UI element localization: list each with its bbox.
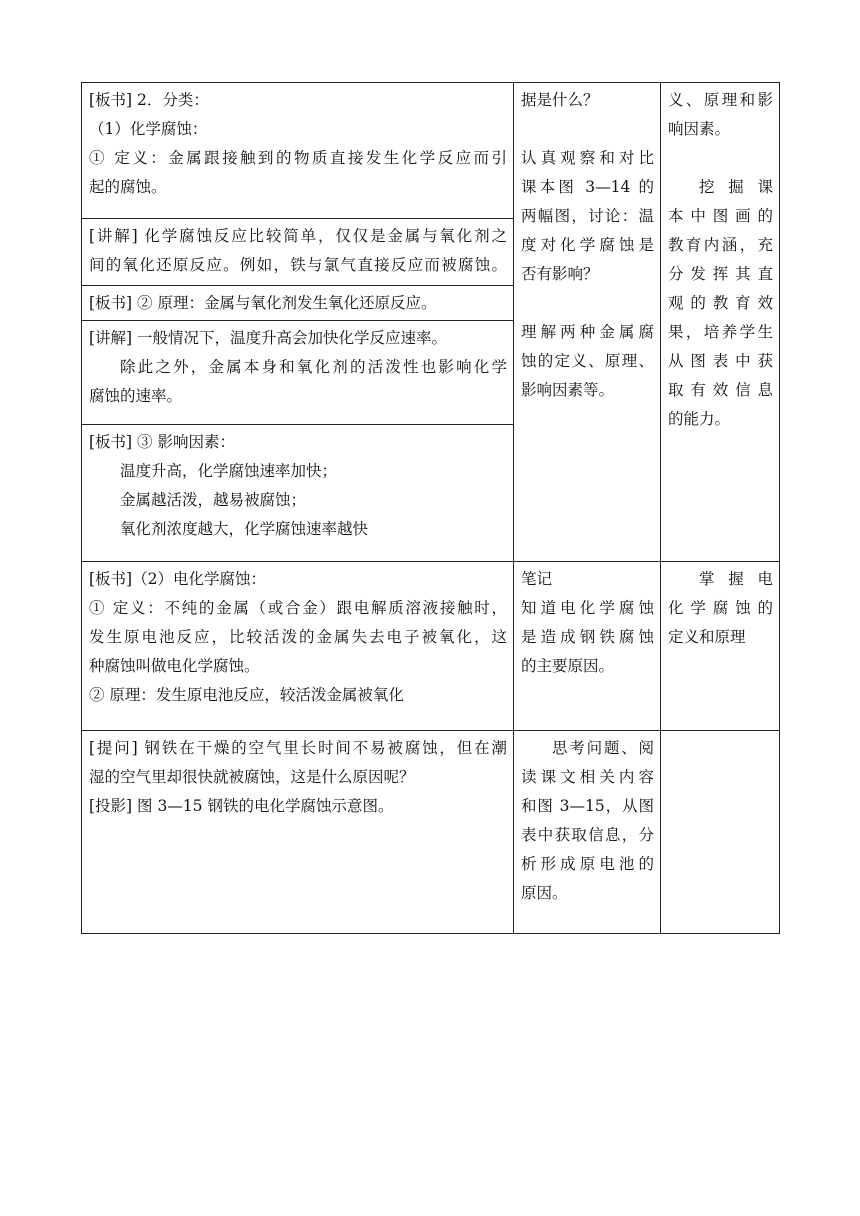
student-line: 和图 3—15，从图 [521, 797, 654, 815]
student-line: 否有影响？ [521, 265, 599, 283]
intent-line: 分 发 挥 其 直 [668, 265, 773, 283]
student-line: 的主要原因。 [521, 657, 615, 675]
student-line: 是造成钢铁腐蚀 [521, 628, 654, 646]
intent-line: 化 学 腐 蚀 的 [668, 599, 773, 617]
student-line: 析形成原电池的 [521, 855, 654, 873]
student-line: 理解两种金属腐 [521, 323, 654, 341]
student-line: 原因。 [521, 884, 568, 902]
teacher-cell [82, 219, 514, 286]
teacher-cell [82, 321, 514, 425]
student-cell [514, 731, 661, 934]
teacher-cell [82, 731, 514, 934]
explanation-line: 间的氧化还原反应。例如，铁与氯气直接反应而被腐蚀。 [89, 256, 507, 274]
teacher-cell [82, 562, 514, 731]
electrochem-heading: [板书]（2）电化学腐蚀： [89, 570, 266, 588]
explanation-line: 除此之外，金属本身和氧化剂的活泼性也影响化学 [120, 358, 507, 376]
intent-line: 掌 握 电 [699, 570, 773, 588]
definition-line: 种腐蚀叫做电化学腐蚀。 [89, 657, 260, 675]
intent-line: 从 图 表 中 获 [668, 352, 773, 370]
teacher-cell [82, 83, 514, 219]
student-line: 课本图 3—14 的 [521, 178, 654, 196]
projection-line: [投影] 图 3—15 钢铁的电化学腐蚀示意图。 [89, 797, 394, 815]
intent-line: 的能力。 [668, 410, 731, 428]
student-cell [514, 562, 661, 731]
student-line: 读课文相关内容 [521, 768, 654, 786]
teacher-cell [82, 425, 514, 562]
intent-cell [661, 562, 780, 731]
explanation-line: [讲解] 化学腐蚀反应比较简单，仅仅是金属与氧化剂之 [89, 227, 507, 245]
intent-line: 义、原理和影 [668, 91, 773, 109]
question-line: 湿的空气里却很快就被腐蚀，这是什么原因呢？ [89, 768, 415, 786]
factors-heading: [板书] ③ 影响因素： [89, 433, 235, 451]
definition-line-2: 起的腐蚀。 [89, 178, 167, 196]
student-line: 影响因素等。 [521, 381, 615, 399]
intent-line: 定义和原理 [668, 628, 746, 646]
student-line: 认真观察和对比 [521, 149, 654, 167]
intent-line: 取 有 效 信 息 [668, 381, 773, 399]
intent-line: 本 中 图 画 的 [668, 207, 773, 225]
student-line: 两幅图，讨论：温 [521, 207, 654, 225]
student-line: 据是什么？ [521, 91, 599, 109]
factor-item: 金属越活泼，越易被腐蚀； [120, 491, 307, 509]
student-line: 蚀的定义、原理、 [521, 352, 654, 370]
intent-line: 教育内涵，充 [668, 236, 773, 254]
student-line: 度对化学腐蚀是 [521, 236, 654, 254]
explanation-line: 腐蚀的速率。 [89, 387, 183, 405]
intent-line: 响因素。 [668, 120, 731, 138]
student-line: 笔记 [521, 570, 553, 588]
question-line: [提问] 钢铁在干燥的空气里长时间不易被腐蚀，但在潮 [89, 739, 507, 757]
student-line: 表中获取信息，分 [521, 826, 654, 844]
lesson-plan-table [81, 82, 780, 934]
teacher-cell [82, 286, 514, 321]
intent-line: 挖 掘 课 [699, 178, 773, 196]
table-row [82, 562, 780, 731]
intent-cell [661, 731, 780, 934]
factor-item: 氧化剂浓度越大，化学腐蚀速率越快 [120, 520, 369, 538]
table-row [82, 83, 780, 219]
student-line: 知道电化学腐蚀 [521, 599, 654, 617]
intent-line: 果，培养学生 [668, 323, 773, 341]
principle-line: [板书] ② 原理：金属与氧化剂发生氧化还原反应。 [89, 294, 437, 312]
student-cell [514, 83, 661, 562]
board-heading: [板书] 2．分类： [89, 91, 209, 109]
intent-cell [661, 83, 780, 562]
definition-line: ① 定义：不纯的金属（或合金）跟电解质溶液接触时， [89, 599, 507, 617]
student-line: 思考问题、阅 [552, 739, 654, 757]
chem-corrosion-heading: （1）化学腐蚀： [89, 120, 208, 138]
table-row [82, 731, 780, 934]
explanation-line: [讲解] 一般情况下，温度升高会加快化学反应速率。 [89, 329, 448, 347]
principle-line: ② 原理：发生原电池反应，较活泼金属被氧化 [89, 686, 404, 704]
definition-line: 发生原电池反应，比较活泼的金属失去电子被氧化，这 [89, 628, 507, 646]
definition-line-1: ① 定义：金属跟接触到的物质直接发生化学反应而引 [89, 149, 507, 167]
factor-item: 温度升高，化学腐蚀速率加快； [120, 462, 338, 480]
intent-line: 观 的 教 育 效 [668, 294, 773, 312]
